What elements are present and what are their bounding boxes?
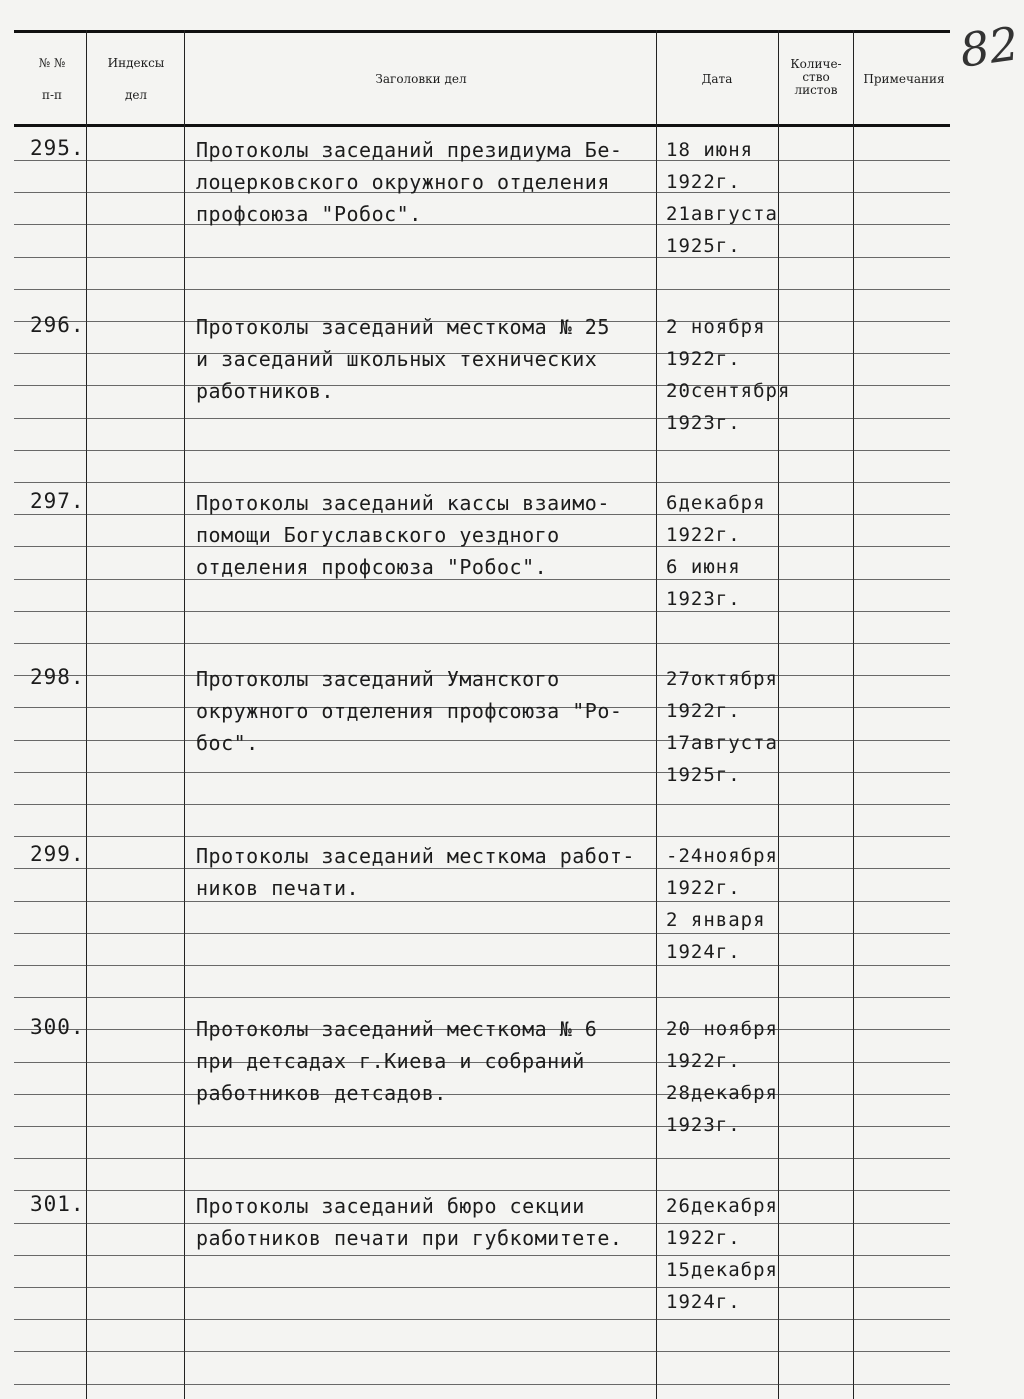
ruled-line: [14, 611, 950, 612]
entry-date-line: 21августа: [666, 203, 778, 225]
entry-date-line: 1923г.: [666, 412, 741, 434]
entry-dates: [666, 134, 778, 262]
entry-title-line: Протоколы заседаний месткома работ-: [196, 844, 635, 868]
ruled-line: [14, 1126, 950, 1127]
entry-title-line: бос".: [196, 731, 259, 755]
entry-date-line: -24ноября: [666, 845, 778, 867]
entry-date-line: 1922г.: [666, 1050, 741, 1072]
entry-title-line: при детсадах г.Киева и собраний: [196, 1049, 585, 1073]
entry-date-line: 1922г.: [666, 171, 741, 193]
entry-date-line: 6декабря: [666, 492, 766, 514]
entry-dates: [666, 1190, 778, 1318]
entry-date-line: 20 ноября: [666, 1018, 778, 1040]
entry-title-line: помощи Богуславского уездного: [196, 523, 560, 547]
ruled-line: [14, 482, 950, 483]
ruled-line: [14, 965, 950, 966]
entry-title: [196, 1013, 666, 1109]
entry-title-line: Протоколы заседаний бюро секции: [196, 1194, 585, 1218]
header-index: [90, 56, 182, 102]
header-index-line1: Индексы: [107, 56, 165, 70]
entry-title: [196, 840, 666, 904]
header-top-rule: [14, 30, 950, 33]
entry-title-line: Протоколы заседаний президиума Бе-: [196, 138, 623, 162]
entry-number: 300.: [30, 1015, 85, 1039]
entry-title: [196, 1190, 666, 1254]
entry-title-line: и заседаний школьных технических: [196, 347, 598, 371]
entry-title: [196, 487, 666, 583]
entry-date-line: 2 января: [666, 909, 766, 931]
ruled-line: [14, 257, 950, 258]
entry-date-line: 26декабря: [666, 1195, 778, 1217]
ruled-line: [14, 933, 950, 934]
column-divider: [778, 30, 779, 1399]
header-date: Дата: [701, 72, 733, 86]
entry-date-line: 1925г.: [666, 764, 741, 786]
entry-title: [196, 663, 666, 759]
entry-dates: [666, 1013, 778, 1141]
ruled-line: [14, 1287, 950, 1288]
ruled-line: [14, 1319, 950, 1320]
entry-date-line: 1924г.: [666, 941, 741, 963]
entry-date-line: 1922г.: [666, 1227, 741, 1249]
entry-title-line: Протоколы заседаний кассы взаимо-: [196, 491, 610, 515]
ruled-line: [14, 418, 950, 419]
entry-title: [196, 134, 666, 230]
entry-date-line: 1923г.: [666, 1114, 741, 1136]
entry-number: 297.: [30, 489, 85, 513]
entry-title: [196, 311, 666, 407]
entry-number: 301.: [30, 1192, 85, 1216]
entry-title-line: лоцерковского окружного отделения: [196, 170, 610, 194]
entry-date-line: 1924г.: [666, 1291, 741, 1313]
entry-title-line: окружного отделения профсоюза "Ро-: [196, 699, 623, 723]
header-bottom-rule: [14, 124, 950, 127]
entry-number: 298.: [30, 665, 85, 689]
entry-title-line: ников печати.: [196, 876, 360, 900]
entry-title-line: Протоколы заседаний месткома № 25: [196, 315, 610, 339]
ruled-line: [14, 1158, 950, 1159]
entry-title-line: работников печати при губкомитете.: [196, 1226, 623, 1250]
ruled-line: [14, 997, 950, 998]
entry-dates: [666, 663, 778, 791]
header-sheets: Количе- ство листов: [790, 57, 842, 97]
ruled-line: [14, 643, 950, 644]
entry-date-line: 27октября: [666, 668, 778, 690]
column-divider: [184, 30, 185, 1399]
entry-title-line: Протоколы заседаний Уманского: [196, 667, 560, 691]
ruled-line: [14, 450, 950, 451]
header-title: Заголовки дел: [375, 72, 467, 86]
entry-title-line: работников детсадов.: [196, 1081, 447, 1105]
entry-date-line: 1922г.: [666, 877, 741, 899]
entry-date-line: 1922г.: [666, 700, 741, 722]
folio-number-mark: 82: [956, 16, 1023, 78]
entry-dates: [666, 311, 790, 439]
entry-date-line: 1922г.: [666, 524, 741, 546]
ruled-line: [14, 836, 950, 837]
ruled-line: [14, 1351, 950, 1352]
header-index-line2: дел: [124, 88, 148, 102]
entry-date-line: 18 июня: [666, 139, 754, 161]
entry-date-line: 20сентября: [666, 380, 791, 402]
entry-date-line: 28декабря: [666, 1082, 778, 1104]
entry-date-line: 1922г.: [666, 348, 741, 370]
entry-date-line: 2 ноября: [666, 316, 766, 338]
entry-date-line: 1923г.: [666, 588, 741, 610]
ruled-line: [14, 772, 950, 773]
entry-dates: [666, 487, 766, 615]
entry-title-line: работников.: [196, 379, 334, 403]
ruled-line: [14, 1255, 950, 1256]
header-number: [22, 56, 82, 102]
header-number-line2: п-п: [41, 88, 63, 102]
entry-number: 299.: [30, 842, 85, 866]
entry-date-line: 15декабря: [666, 1259, 778, 1281]
header-number-line1: № №: [38, 56, 66, 70]
ruled-line: [14, 289, 950, 290]
column-divider: [853, 30, 854, 1399]
entry-number: 295.: [30, 136, 85, 160]
entry-number: 296.: [30, 313, 85, 337]
entry-title-line: профсоюза "Робос".: [196, 202, 422, 226]
entry-date-line: 6 июня: [666, 556, 741, 578]
ruled-line: [14, 804, 950, 805]
ruled-line: [14, 1384, 950, 1385]
entry-date-line: 1925г.: [666, 235, 741, 257]
column-divider: [86, 30, 87, 1399]
entry-title-line: отделения профсоюза "Робос".: [196, 555, 548, 579]
header-notes: Примечания: [863, 72, 945, 86]
entry-dates: [666, 840, 778, 968]
entry-title-line: Протоколы заседаний месткома № 6: [196, 1017, 598, 1041]
entry-date-line: 17августа: [666, 732, 778, 754]
